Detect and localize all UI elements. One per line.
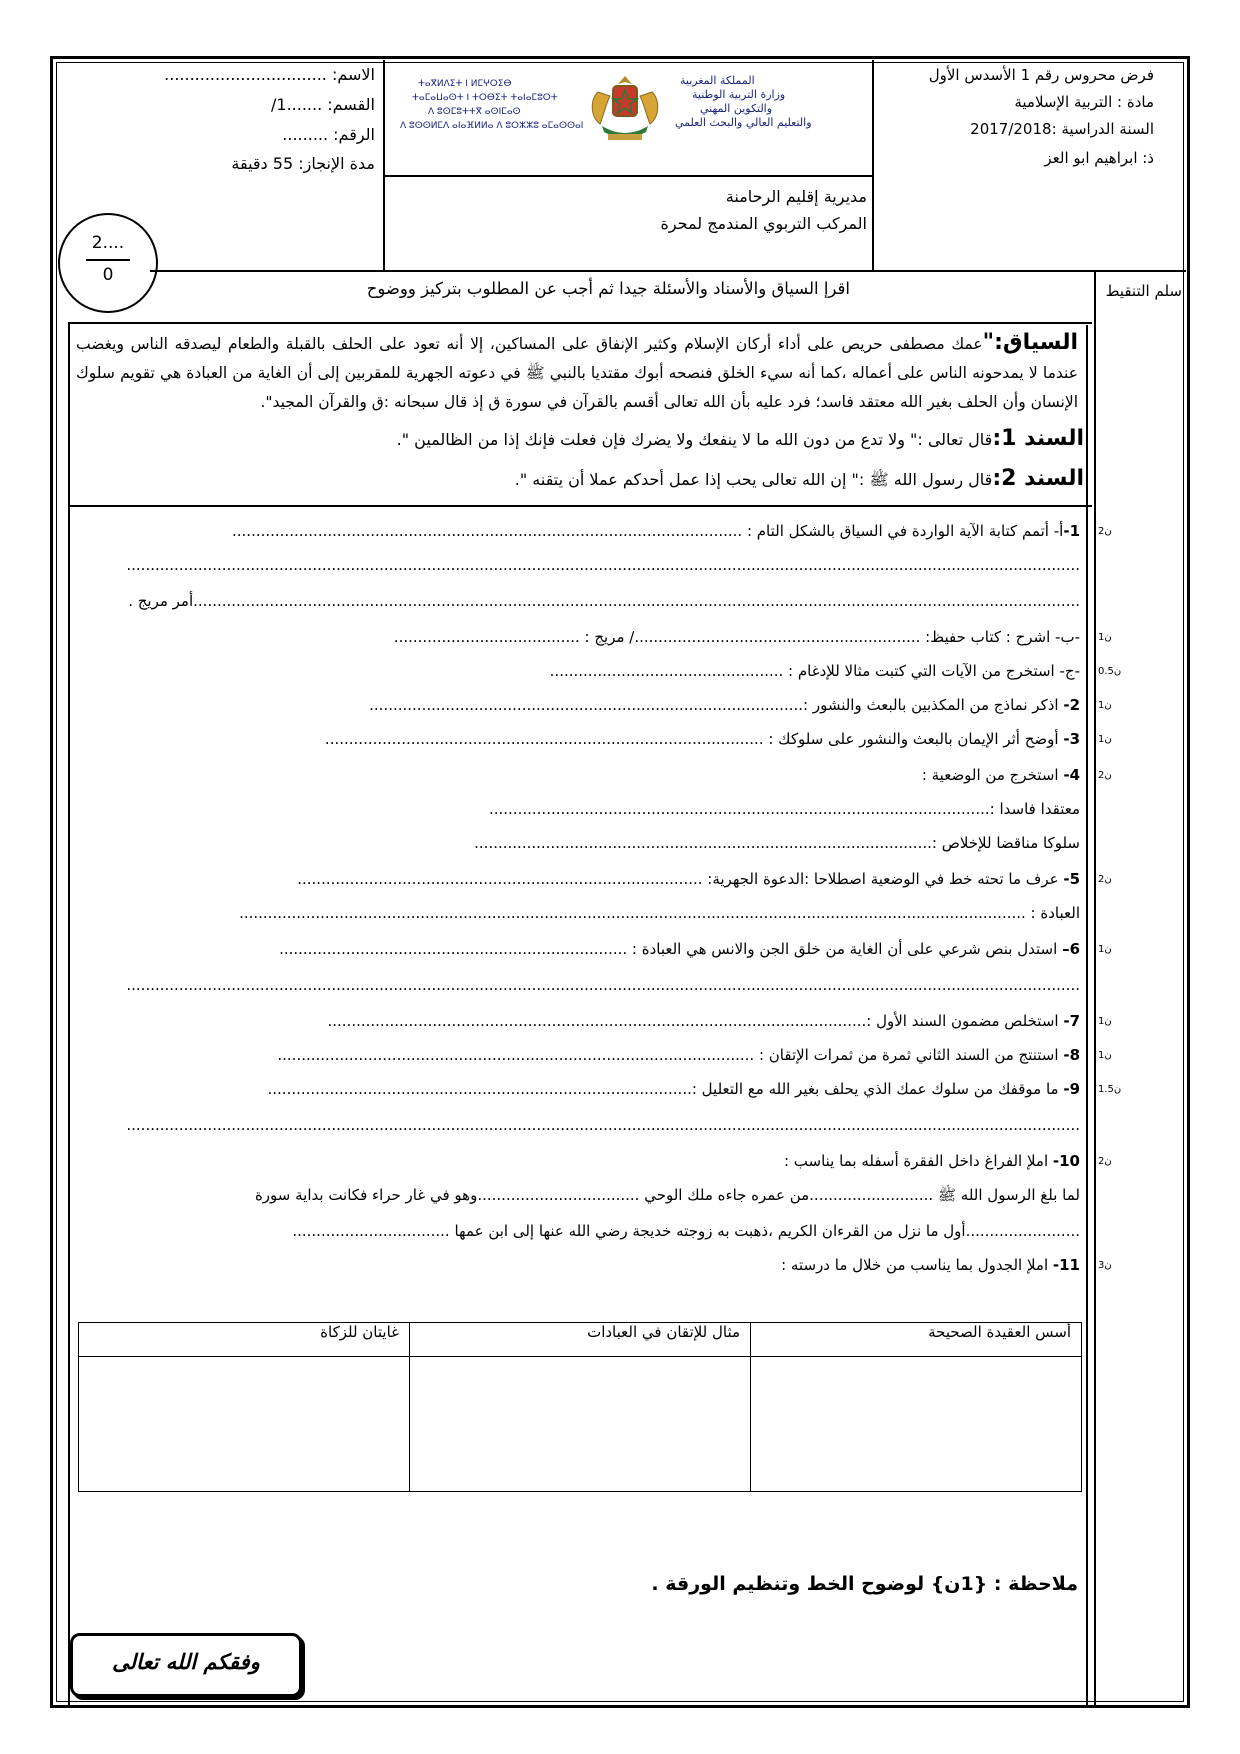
question-row[interactable] xyxy=(255,1186,1080,1204)
question-text: سلوكا مناقضا للإخلاص :................................................................................................ xyxy=(474,834,1080,852)
question-points: 2ن xyxy=(1098,526,1112,537)
instructions-top-line xyxy=(150,270,1186,272)
question-row[interactable] xyxy=(279,940,1080,958)
question-text: -ج- استخرج من الآيات التي كتبت مثالا للإدغام : ................................................. xyxy=(549,662,1080,680)
sanad2-text: قال رسول الله ﷺ :" إن الله تعالى يحب إذا عمل أحدكم عملا أن يتقنه ". xyxy=(514,470,993,489)
class-field[interactable]: القسم: .......1/ xyxy=(271,95,375,114)
year-label: السنة الدراسية :2017/2018 xyxy=(970,120,1154,138)
question-text: عرف ما تحته خط في الوضعية اصطلاحا :الدعوة الجهرية: ..................................................................................... xyxy=(297,870,1064,888)
question-row[interactable] xyxy=(232,522,1080,540)
question-points: 1ن xyxy=(1098,734,1112,745)
sanad2-row xyxy=(515,465,1084,494)
question-number: 11- xyxy=(1052,1256,1080,1274)
question-number: 2- xyxy=(1063,696,1080,714)
table-header-mastery-example: مثال للإتقان في العبادات xyxy=(410,1323,751,1357)
ministry-tifinagh-line-1: ⵜⴰⴳⵍⴷⵉⵜ ⵏ ⵍⵎⵖⵔⵉⴱ xyxy=(418,79,512,89)
table-cell-foundations[interactable] xyxy=(751,1357,1082,1492)
question-text: العبادة : ..................................................................................................................................................................... xyxy=(239,904,1080,922)
question-row[interactable] xyxy=(325,730,1080,748)
question-text: املإ الفراغ داخل الفقرة أسفله بما يناسب : xyxy=(783,1152,1053,1170)
question-row[interactable] xyxy=(550,662,1080,680)
question-row[interactable] xyxy=(781,1256,1080,1274)
ministry-ar-line-1: المملكة المغربية xyxy=(680,74,755,87)
score-circle xyxy=(58,213,158,313)
question-points: 1ن xyxy=(1098,944,1112,955)
moroccan-coat-of-arms xyxy=(580,70,670,150)
instructions-bottom-line xyxy=(68,322,1092,324)
question-row[interactable] xyxy=(277,1046,1080,1064)
ministry-ar-line-3: والتكوين المهني xyxy=(700,102,773,115)
question-text: ما موقفك من سلوك عمك الذي يحلف بغير الله مع التعليل :......................................................................................... xyxy=(267,1080,1064,1098)
question-row[interactable] xyxy=(474,834,1080,852)
question-text: ........................................................................................................................................................................................................ xyxy=(126,556,1080,574)
question-points: 2ن xyxy=(1098,770,1112,781)
score-scale-label: سلم التنقيط xyxy=(1105,282,1182,300)
score-max: 2.... xyxy=(91,233,125,253)
score-column-divider xyxy=(1094,270,1096,1706)
ministry-tifinagh-line-3: ⴷ ⵓⵙⵎⵓⵜⵜⴳ ⴰⵙⵏⵎⴰⵙ xyxy=(428,107,521,117)
ministry-tifinagh-line-2: ⵜⴰⵎⴰⵡⴰⵙⵜ ⵏ ⵜⵔⴱⵉⵜ ⵜⴰⵏⴰⵎⵓⵔⵜ xyxy=(412,93,558,103)
context-bottom-line xyxy=(68,505,1092,507)
question-number: 1- xyxy=(1063,522,1080,540)
question-text: أ- أتمم كتابة الآية الواردة في السياق بالشكل التام : ........................................................................................................... xyxy=(232,522,1064,540)
question-number: 9- xyxy=(1063,1080,1080,1098)
question-points: 2ن xyxy=(1098,874,1112,885)
question-points: 1.5ن xyxy=(1098,1084,1122,1095)
question-row[interactable] xyxy=(369,696,1080,714)
question-text: -ب- اشرح : كتاب حفيظ: ............................................................/ مريج : ....................................... xyxy=(393,628,1080,646)
score-column-divider-inner xyxy=(1086,325,1088,1706)
note-text: ملاحظة : {1ن} لوضوح الخط وتنظيم الورقة . xyxy=(651,1573,1078,1595)
question-row[interactable] xyxy=(327,1012,1080,1030)
question-points: 1ن xyxy=(1098,1016,1112,1027)
question-number: 7- xyxy=(1063,1012,1080,1030)
question-row[interactable] xyxy=(922,766,1080,784)
question-row[interactable] xyxy=(128,592,1080,610)
question-row[interactable] xyxy=(239,904,1080,922)
header-middle-divider xyxy=(383,175,872,177)
header-divider-left xyxy=(383,60,385,270)
context-label: السياق:" xyxy=(982,330,1078,355)
context-text: عمك مصطفى حريص على أداء أركان الإسلام وكثير الإنفاق على المساكين، إلا أنه تعود على الحلف بالقبلة والطعام ليصدقه الناس ويغضب عندما لا يمدحونه الناس على أعماله ،كما أنه سيء الخلق فنصحه أبوك مقتديا بالنبي ﷺ في دعوته الجهرية للمقربين إلى أن الغاية من العبادة هي تقويم سلوك الإنسان وأن الحلف بغير الله معتقد فاسد؛ فرد عليه بأن الله تعالى أقسم بالقرآن في سورة ق إذ قال سبحانه :ق والقرآن المجيد". xyxy=(76,335,1078,411)
question-row[interactable] xyxy=(394,628,1080,646)
question-text: لما بلغ الرسول الله ﷺ ..........................من عمره جاءه ملك الوحي ..................................وهو في غار حراء فكانت بداية سورة xyxy=(254,1186,1080,1204)
sanad2-label: السند 2: xyxy=(992,466,1084,491)
question-row[interactable] xyxy=(126,556,1080,574)
answer-table xyxy=(78,1322,1082,1492)
question-number: 3- xyxy=(1063,730,1080,748)
score-value: 0 xyxy=(102,265,114,285)
question-text: اذكر نماذج من المكذبين بالبعث والنشور :........................................................................................... xyxy=(369,696,1064,714)
question-text: استدل بنص شرعي على أن الغاية من خلق الجن والانس هي العبادة : ......................................................................... xyxy=(279,940,1063,958)
question-points: 0.5ن xyxy=(1098,666,1122,677)
ministry-ar-line-2: وزارة التربية الوطنية xyxy=(692,88,786,101)
question-points: 1ن xyxy=(1098,1050,1112,1061)
sanad1-row xyxy=(397,425,1084,454)
table-header-foundations: أسس العقيدة الصحيحة xyxy=(751,1323,1082,1357)
name-field[interactable]: الاسم: ................................ xyxy=(164,65,375,84)
question-points: 1ن xyxy=(1098,700,1112,711)
closing-box xyxy=(70,1633,302,1697)
sanad1-label: السند 1: xyxy=(992,426,1084,451)
ministry-ar-line-4: والتعليم العالي والبحث العلمي xyxy=(675,116,812,129)
duration-label: مدة الإنجاز: 55 دقيقة xyxy=(231,154,375,173)
table-header-zakat-aims: غايتان للزكاة xyxy=(79,1323,410,1357)
question-row[interactable] xyxy=(268,1080,1081,1098)
question-points: 1ن xyxy=(1098,632,1112,643)
context-paragraph xyxy=(76,328,1078,417)
question-text: ........................أول ما نزل من القرءان الكريم ،ذهبت به زوجته خديجة رضي الله عنها إلى ابن عمها ................................. xyxy=(292,1222,1080,1240)
question-number: 10- xyxy=(1052,1152,1080,1170)
question-points: 2ن xyxy=(1098,1156,1112,1167)
question-row[interactable] xyxy=(489,800,1080,818)
closing-text: وفقكم الله تعالى xyxy=(112,1650,260,1674)
question-text: املإ الجدول بما يناسب من خلال ما درسته : xyxy=(781,1256,1053,1274)
question-row[interactable] xyxy=(784,1152,1080,1170)
table-cell-mastery-example[interactable] xyxy=(410,1357,751,1492)
question-number: 6– xyxy=(1062,940,1080,958)
question-text: معتقدا فاسدا :......................................................................................................... xyxy=(488,800,1080,818)
question-number: 8- xyxy=(1063,1046,1080,1064)
question-text: استنتج من السند الثاني ثمرة من ثمرات الإتقان : .................................................................................................... xyxy=(277,1046,1064,1064)
question-number: 5- xyxy=(1063,870,1080,888)
number-field[interactable]: الرقم: ......... xyxy=(282,125,375,144)
question-points: 3ن xyxy=(1098,1260,1112,1271)
ministry-tifinagh-line-4: ⴷ ⵓⵙⵙⵍⵎⴷ ⴰⵏⴰⴼⵍⵍⴰ ⴷ ⵓⵔⵣⵣⵓ ⴰⵎⴰⵙⵙⴰⵏ xyxy=(400,121,584,131)
instructions-text: اقرإ السياق والأسناد والأسئلة جيدا ثم أجب عن المطلوب بتركيز ووضوح xyxy=(366,279,850,298)
question-text: ..........................................................................................................................................................................................أمر مريج . xyxy=(128,592,1080,610)
school-label: المركب التربوي المندمج لمحرة xyxy=(660,214,867,233)
question-text: ........................................................................................................................................................................................................ xyxy=(126,976,1080,994)
question-row[interactable] xyxy=(292,1222,1080,1240)
score-fraction-line xyxy=(86,259,130,261)
question-number: 4- xyxy=(1063,766,1080,784)
exam-title: فرض محروس رقم 1 الأسدس الأول xyxy=(928,66,1154,84)
question-text: ........................................................................................................................................................................................................ xyxy=(126,1116,1080,1134)
question-text: استخلص مضمون السند الأول :................................................................................................................. xyxy=(327,1012,1064,1030)
question-row[interactable] xyxy=(126,1116,1080,1134)
sanad1-text: قال تعالى :" ولا تدع من دون الله ما لا ينفعك ولا يضرك فإن فعلت فإنك إذا من الظالمين ". xyxy=(396,430,993,449)
question-text: استخرج من الوضعية : xyxy=(921,766,1064,784)
header-divider-right xyxy=(872,60,874,270)
question-row[interactable] xyxy=(297,870,1080,888)
subject-label: مادة : التربية الإسلامية xyxy=(1014,93,1154,111)
directorate-label: مديرية إقليم الرحامنة xyxy=(725,187,867,206)
question-row[interactable] xyxy=(126,976,1080,994)
table-cell-zakat-aims[interactable] xyxy=(79,1357,410,1492)
teacher-label: ذ: ابراهيم ابو العز xyxy=(1044,149,1154,167)
question-text: أوضح أثر الإيمان بالبعث والنشور على سلوكك : ............................................................................................ xyxy=(324,730,1064,748)
content-left-line xyxy=(68,322,70,1706)
